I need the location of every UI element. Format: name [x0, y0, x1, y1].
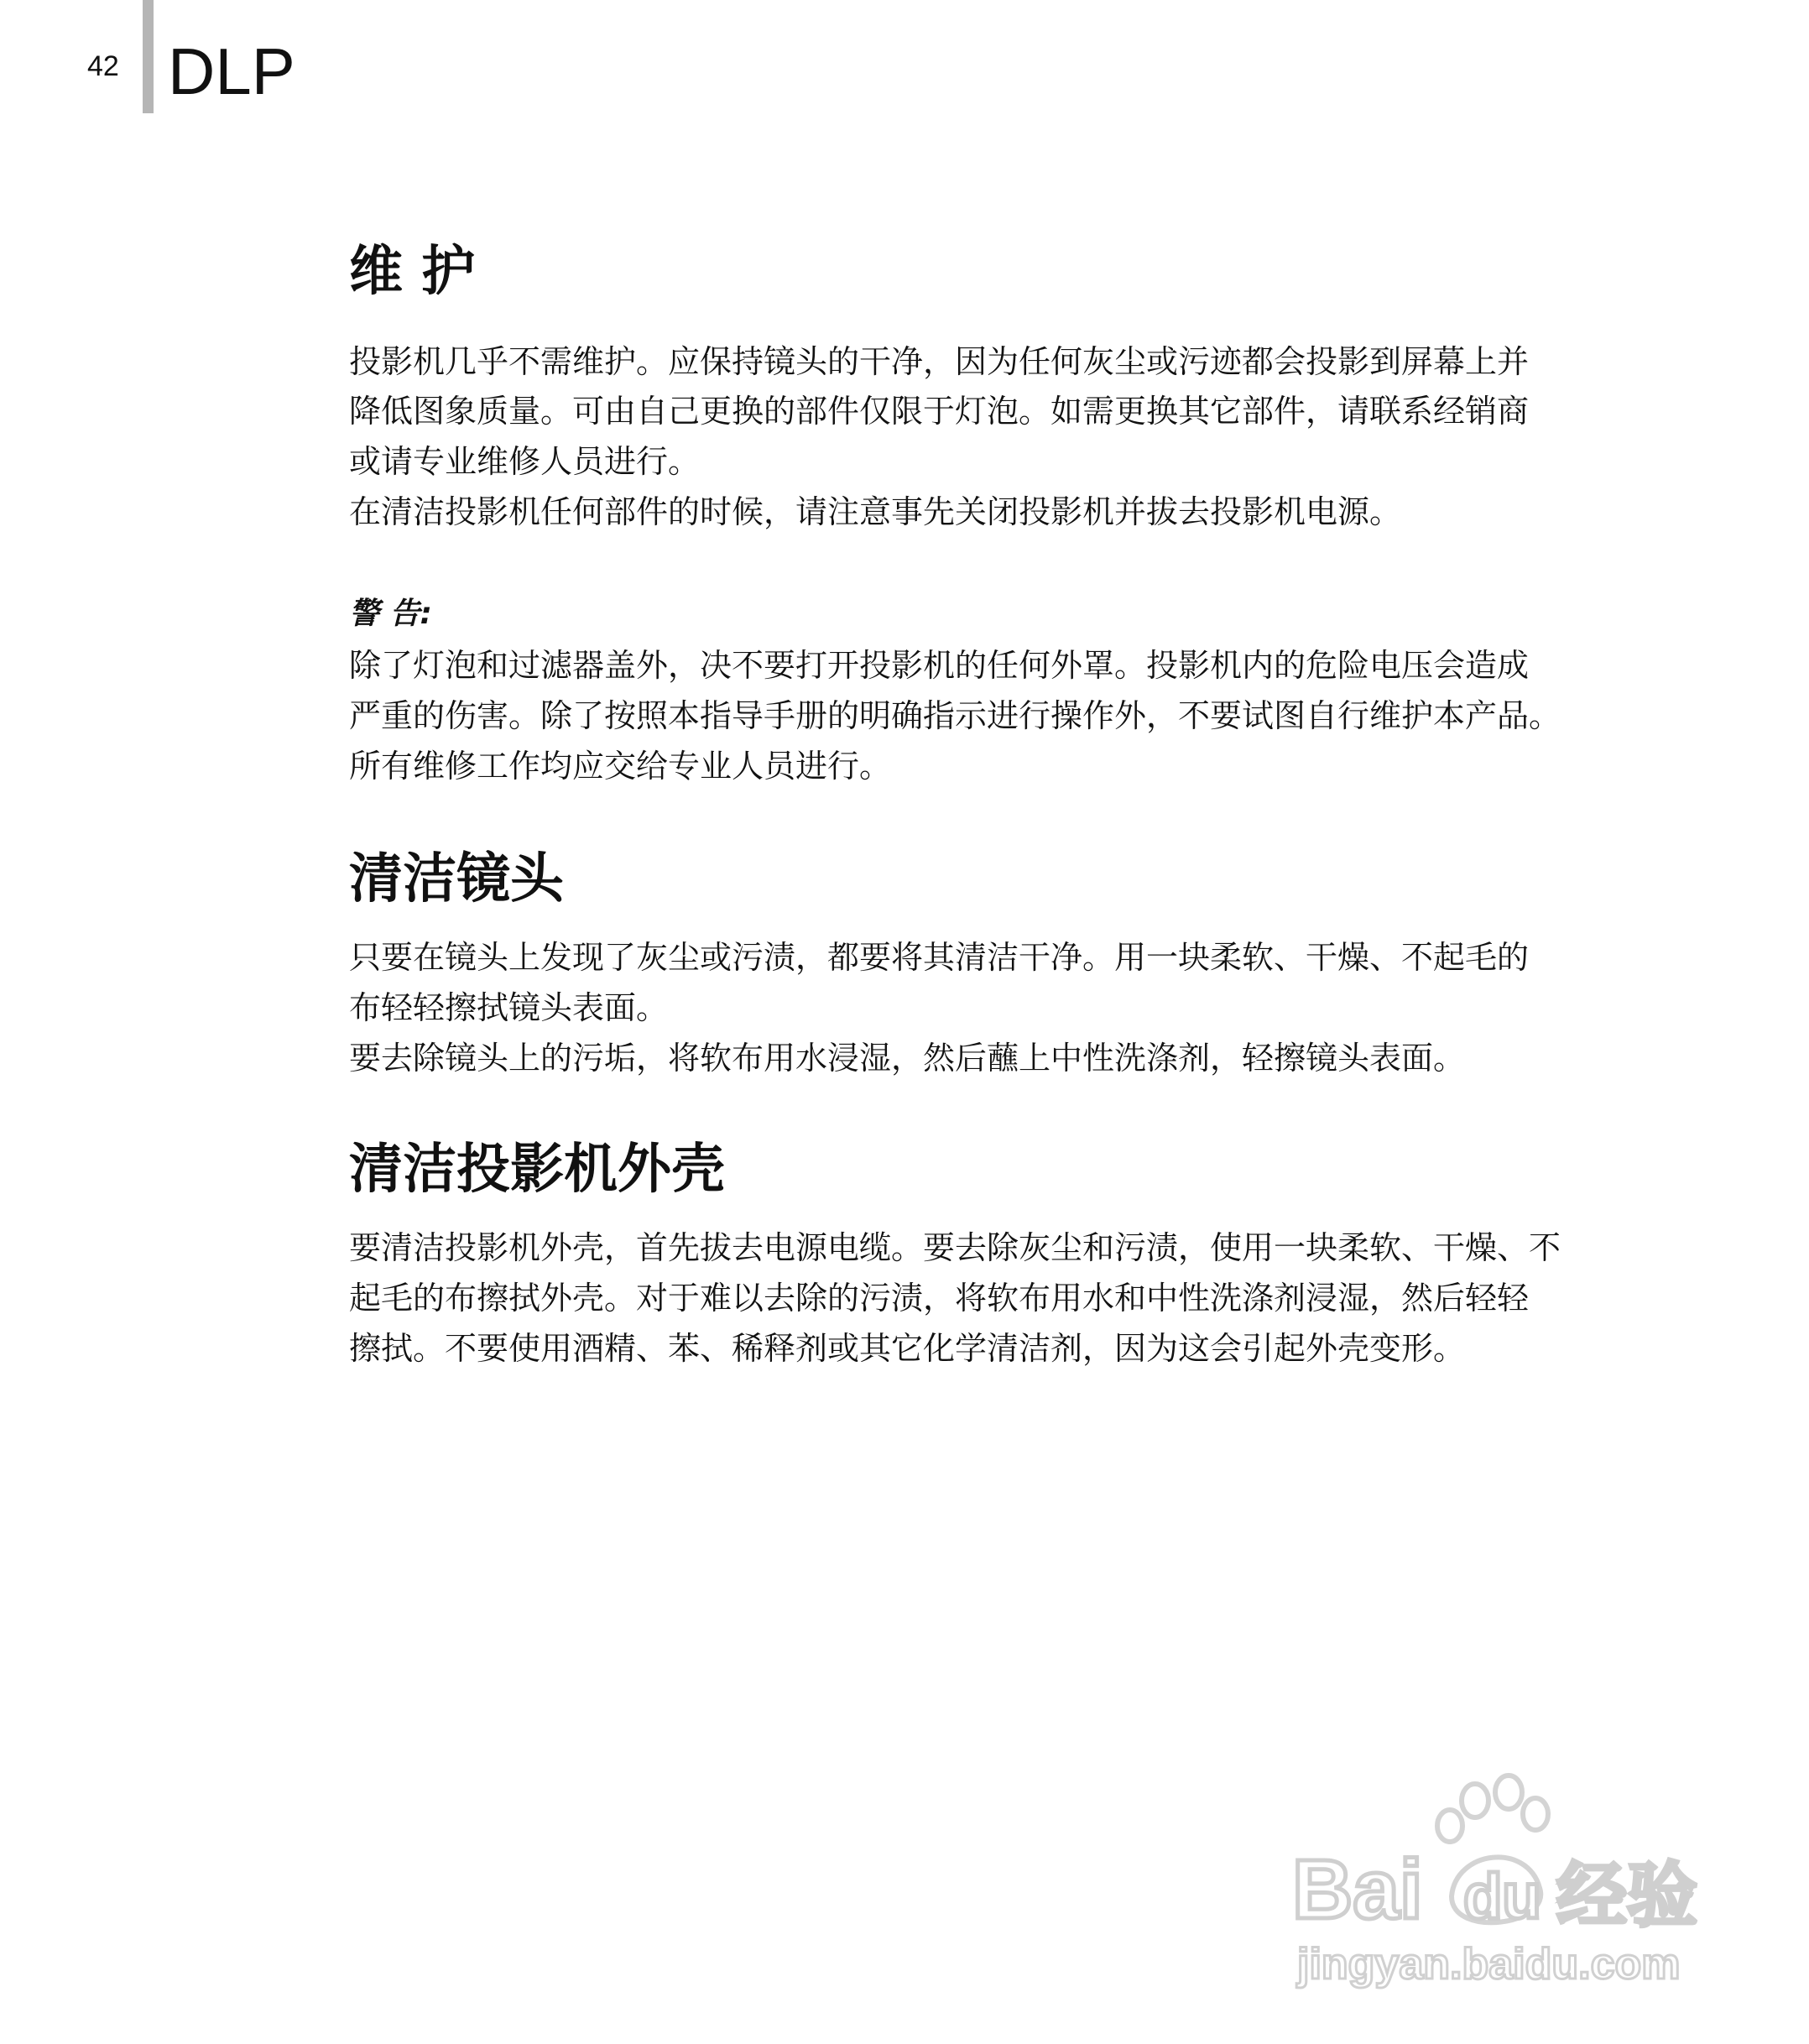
page-number: 42	[87, 50, 119, 82]
section-heading-clean-case: 清洁投影机外壳	[349, 1139, 725, 1201]
paragraph-line: 擦拭。不要使用酒精、苯、稀释剂或其它化学清洁剂，因为这会引起外壳变形。	[349, 1330, 1466, 1367]
paragraph-line: 在清洁投影机任何部件的时候，请注意事先关闭投影机并拔去投影机电源。	[349, 493, 1402, 530]
paragraph-line: 要去除镜头上的污垢，将软布用水浸湿，然后蘸上中性洗涤剂，轻擦镜头表面。	[349, 1040, 1466, 1077]
watermark-brand-right: du	[1463, 1861, 1541, 1932]
baidu-jingyan-watermark-logo	[1284, 1770, 1720, 1997]
paragraph-line: 布轻轻擦拭镜头表面。	[349, 989, 669, 1026]
paragraph-line: 或请专业维修人员进行。	[349, 443, 701, 480]
section-heading-clean-lens: 清洁镜头	[349, 848, 564, 910]
watermark-brand-cn: 经验	[1556, 1854, 1698, 1937]
warning-label: 警 告:	[349, 597, 432, 631]
paragraph-line: 投影机几乎不需维护。应保持镜头的干净，因为任何灰尘或污迹都会投影到屏幕上并	[349, 343, 1530, 380]
paragraph-line: 所有维修工作均应交给专业人员进行。	[349, 748, 892, 785]
section-heading-maintenance: 维 护	[349, 241, 476, 303]
paragraph-line: 除了灯泡和过滤器盖外，决不要打开投影机的任何外罩。投影机内的危险电压会造成	[349, 647, 1530, 684]
paragraph-line: 严重的伤害。除了按照本指导手册的明确指示进行操作外，不要试图自行维护本产品。	[349, 697, 1561, 734]
paragraph-line: 要清洁投影机外壳，首先拔去电源电缆。要去除灰尘和污渍，使用一块柔软、干燥、不	[349, 1229, 1561, 1266]
paragraph-line: 降低图象质量。可由自己更换的部件仅限于灯泡。如需更换其它部件，请联系经销商	[349, 393, 1530, 430]
paragraph-line: 起毛的布擦拭外壳。对于难以去除的污渍，将软布用水和中性洗涤剂浸湿，然后轻轻	[349, 1280, 1530, 1317]
header-divider-bar	[143, 0, 154, 113]
watermark-url: jingyan.baidu.com	[1297, 1940, 1681, 1989]
header-title: DLP	[168, 34, 295, 108]
watermark-brand-left: Bai	[1292, 1843, 1423, 1937]
paragraph-line: 只要在镜头上发现了灰尘或污渍，都要将其清洁干净。用一块柔软、干燥、不起毛的	[349, 939, 1530, 976]
